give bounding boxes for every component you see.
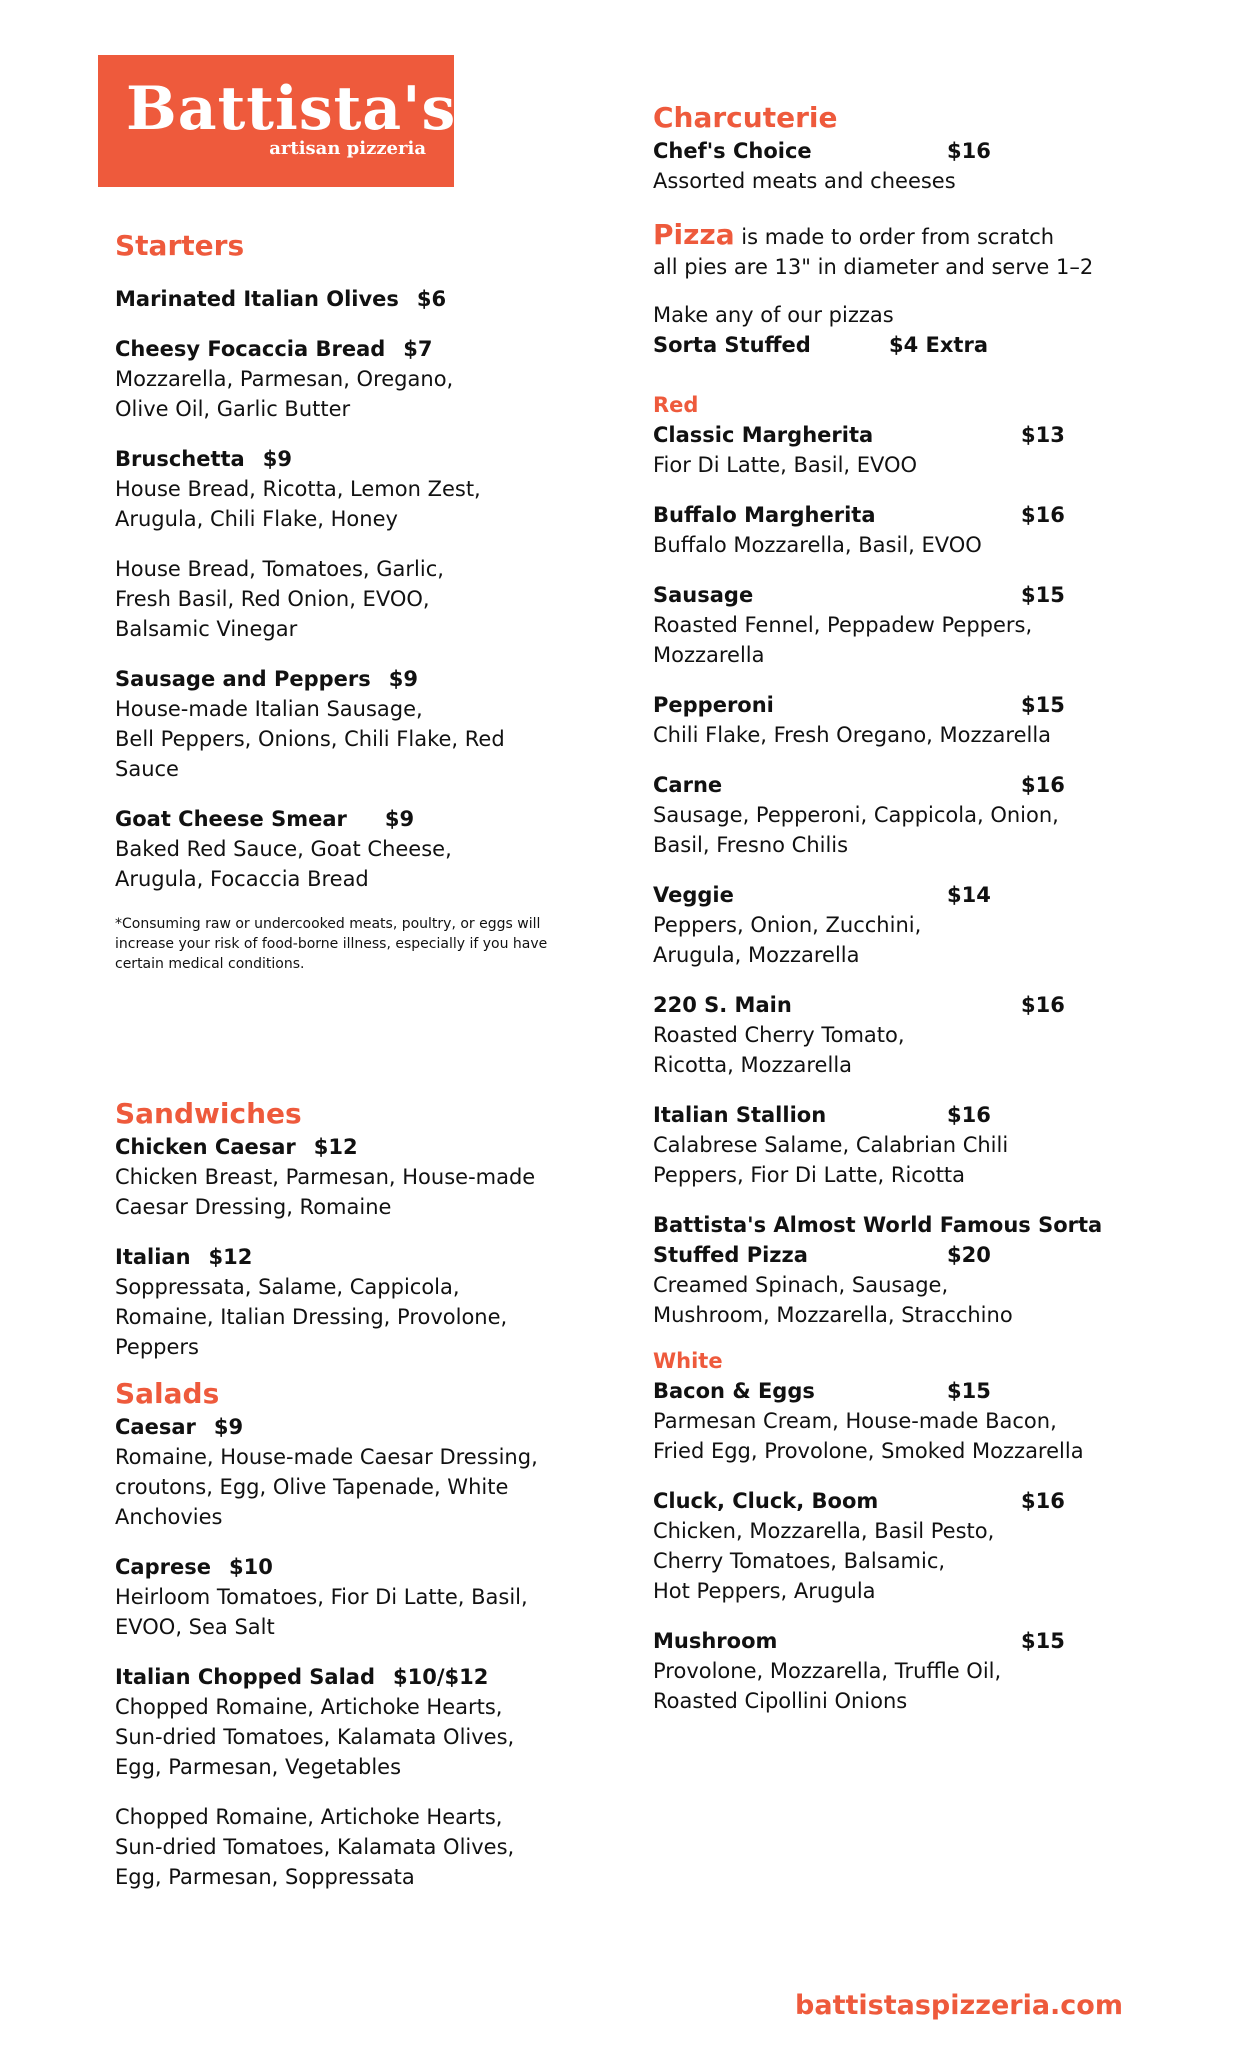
- item-description: Chopped Romaine, Artichoke Hearts, Sun-dried Tomatoes, Kalamata Olives, Egg, Parmesan, Soppressata: [115, 1805, 515, 1889]
- brand-name: Battista's: [126, 74, 457, 144]
- item-name: Chicken Caesar: [115, 1135, 296, 1159]
- menu-item: [653, 1626, 1153, 1716]
- pizza-intro: [653, 220, 1153, 252]
- item-name: Cheesy Focaccia Bread: [115, 337, 386, 361]
- item-description: Soppressata, Salame, Cappicola, Romaine, Italian Dressing, Provolone, Peppers: [115, 1275, 508, 1359]
- stuffed-line: Make any of our pizzas: [653, 303, 894, 327]
- item-price: $15: [1021, 1629, 1065, 1653]
- item-description: Parmesan Cream, House-made Bacon, Fried Egg, Provolone, Smoked Mozzarella: [653, 1409, 1084, 1463]
- item-price: $16: [1021, 503, 1065, 527]
- menu-item: [115, 804, 555, 894]
- brand-tagline: artisan pizzeria: [269, 138, 426, 159]
- item-price: $16: [947, 139, 991, 163]
- item-name: Sausage and Peppers: [115, 667, 371, 691]
- menu-item: [115, 1412, 555, 1532]
- pizza-section: [653, 220, 1153, 1716]
- item-name: Italian: [115, 1245, 191, 1269]
- item-price: $20: [947, 1243, 991, 1267]
- item-price: $10: [228, 1555, 273, 1579]
- item-description: House Bread, Ricotta, Lemon Zest, Arugula, Chili Flake, Honey: [115, 477, 481, 531]
- item-description: Provolone, Mozzarella, Truffle Oil, Roasted Cipollini Onions: [653, 1659, 1002, 1713]
- item-price: $12: [208, 1245, 253, 1269]
- item-description: Peppers, Onion, Zucchini, Arugula, Mozzarella: [653, 913, 922, 967]
- item-name: 220 S. Main: [653, 993, 792, 1017]
- salads-title: Salads: [115, 1377, 220, 1410]
- item-name: Buffalo Margherita: [653, 503, 876, 527]
- item-name: Marinated Italian Olives: [115, 287, 399, 311]
- pizza-title: Pizza: [653, 218, 735, 251]
- item-name: Cluck, Cluck, Boom: [653, 1489, 879, 1513]
- item-name: Italian Stallion: [653, 1103, 827, 1127]
- item-description: Chili Flake, Fresh Oregano, Mozzarella: [653, 723, 1052, 747]
- menu-item: [115, 334, 555, 424]
- menu-item: [115, 1132, 555, 1222]
- menu-item: [653, 690, 1153, 750]
- item-description: Heirloom Tomatoes, Fior Di Latte, Basil, EVOO, Sea Salt: [115, 1585, 528, 1639]
- menu-item: [653, 1486, 1153, 1606]
- menu-item: [115, 444, 555, 534]
- item-description: Buffalo Mozzarella, Basil, EVOO: [653, 533, 982, 557]
- item-description: House-made Italian Sausage, Bell Peppers, Onions, Chili Flake, Red Sauce: [115, 697, 505, 781]
- red-subsection-title: Red: [653, 393, 699, 417]
- item-name-line1: Battista's Almost World Famous Sorta: [653, 1213, 1103, 1237]
- white-subsection-title: White: [653, 1349, 723, 1373]
- item-price: $9: [388, 667, 418, 691]
- menu-item: [653, 1376, 1153, 1466]
- item-name: Stuffed Pizza: [653, 1243, 808, 1267]
- item-description: Mozzarella, Parmesan, Oregano, Olive Oil, Garlic Butter: [115, 367, 454, 421]
- item-name: Carne: [653, 773, 723, 797]
- website-link[interactable]: battistaspizzeria.com: [795, 1990, 1123, 2021]
- item-name: Caprese: [115, 1555, 211, 1579]
- item-name: Classic Margherita: [653, 423, 874, 447]
- starters-title: Starters: [115, 229, 245, 262]
- item-price: $13: [1021, 423, 1065, 447]
- sandwiches-section: [115, 1096, 555, 1362]
- menu-item: [115, 664, 555, 784]
- menu-item: [115, 1552, 555, 1642]
- food-safety-note: *Consuming raw or undercooked meats, poultry, or eggs will increase your risk of food-borne illness, especially if you have certain medical conditions.: [115, 916, 548, 972]
- stuffed-name: Sorta Stuffed: [653, 333, 811, 357]
- starters-section: [115, 228, 555, 974]
- item-name: Mushroom: [653, 1629, 778, 1653]
- right-column: [653, 100, 1153, 1716]
- item-price: $10/$12: [393, 1665, 489, 1689]
- stuffed-option: [653, 330, 1153, 360]
- item-price: $16: [1021, 993, 1065, 1017]
- item-name: Veggie: [653, 883, 734, 907]
- item-price: $9: [384, 807, 415, 831]
- charcuterie-title: Charcuterie: [653, 101, 838, 134]
- item-description: Chicken, Mozzarella, Basil Pesto, Cherry Tomatoes, Balsamic, Hot Peppers, Arugula: [653, 1519, 995, 1603]
- item-name: Bacon & Eggs: [653, 1379, 815, 1403]
- item-description: Sausage, Pepperoni, Cappicola, Onion, Basil, Fresno Chilis: [653, 803, 1059, 857]
- stuffed-price: $4 Extra: [889, 333, 988, 357]
- item-price: $15: [947, 1379, 991, 1403]
- item-price: $6: [416, 287, 447, 311]
- item-price: $7: [403, 337, 433, 361]
- menu-item: [653, 880, 1153, 970]
- item-name: Pepperoni: [653, 693, 774, 717]
- menu-item: [653, 770, 1153, 860]
- menu-item: [115, 1242, 555, 1362]
- item-name: Chef's Choice: [653, 139, 812, 163]
- item-description: Roasted Fennel, Peppadew Peppers, Mozzarella: [653, 613, 1033, 667]
- brand-logo: [98, 55, 457, 187]
- menu-item: [115, 554, 555, 644]
- item-name: Sausage: [653, 583, 754, 607]
- item-name: Caesar: [115, 1415, 196, 1439]
- item-description: Romaine, House-made Caesar Dressing, croutons, Egg, Olive Tapenade, White Anchovies: [115, 1445, 538, 1529]
- item-price: $9: [262, 447, 292, 471]
- item-price: $12: [313, 1135, 358, 1159]
- pizza-size-note: all pies are 13" in diameter and serve 1–2: [653, 255, 1094, 279]
- item-description: Chopped Romaine, Artichoke Hearts, Sun-dried Tomatoes, Kalamata Olives, Egg, Parmesan, Vegetables: [115, 1695, 515, 1779]
- item-description: Baked Red Sauce, Goat Cheese, Arugula, Focaccia Bread: [115, 837, 452, 891]
- menu-item: [653, 1210, 1153, 1330]
- item-description: Chicken Breast, Parmesan, House-made Caesar Dressing, Romaine: [115, 1165, 536, 1219]
- salads-section: [115, 1376, 555, 1892]
- menu-item: [115, 1802, 555, 1892]
- item-name: Goat Cheese Smear: [115, 807, 347, 831]
- menu-item: [653, 1100, 1153, 1190]
- item-description: Creamed Spinach, Sausage, Mushroom, Mozzarella, Stracchino: [653, 1273, 1013, 1327]
- item-description: Fior Di Latte, Basil, EVOO: [653, 453, 918, 477]
- menu-item: [653, 580, 1153, 670]
- left-column: [115, 228, 555, 1892]
- menu-item: [115, 284, 555, 314]
- item-price: $16: [1021, 773, 1065, 797]
- item-description: Calabrese Salame, Calabrian Chili Peppers, Fior Di Latte, Ricotta: [653, 1133, 1009, 1187]
- item-price: $15: [1021, 693, 1065, 717]
- item-price: $16: [947, 1103, 991, 1127]
- item-description: Assorted meats and cheeses: [653, 169, 956, 193]
- charcuterie-section: [653, 100, 1153, 196]
- item-name: Italian Chopped Salad: [115, 1665, 375, 1689]
- item-price: $14: [947, 883, 991, 907]
- item-price: $9: [213, 1415, 244, 1439]
- menu-item: [115, 1662, 555, 1782]
- item-description: Roasted Cherry Tomato, Ricotta, Mozzarella: [653, 1023, 905, 1077]
- item-description: House Bread, Tomatoes, Garlic, Fresh Basil, Red Onion, EVOO, Balsamic Vinegar: [115, 557, 444, 641]
- item-price: $16: [1021, 1489, 1065, 1513]
- menu-item: [653, 990, 1153, 1080]
- item-price: $15: [1021, 583, 1065, 607]
- item-name: Bruschetta: [115, 447, 245, 471]
- menu-item: [653, 420, 1153, 480]
- sandwiches-title: Sandwiches: [115, 1097, 302, 1130]
- pizza-intro-text: is made to order from scratch: [741, 225, 1055, 249]
- menu-item: [653, 136, 1153, 196]
- menu-item: [653, 500, 1153, 560]
